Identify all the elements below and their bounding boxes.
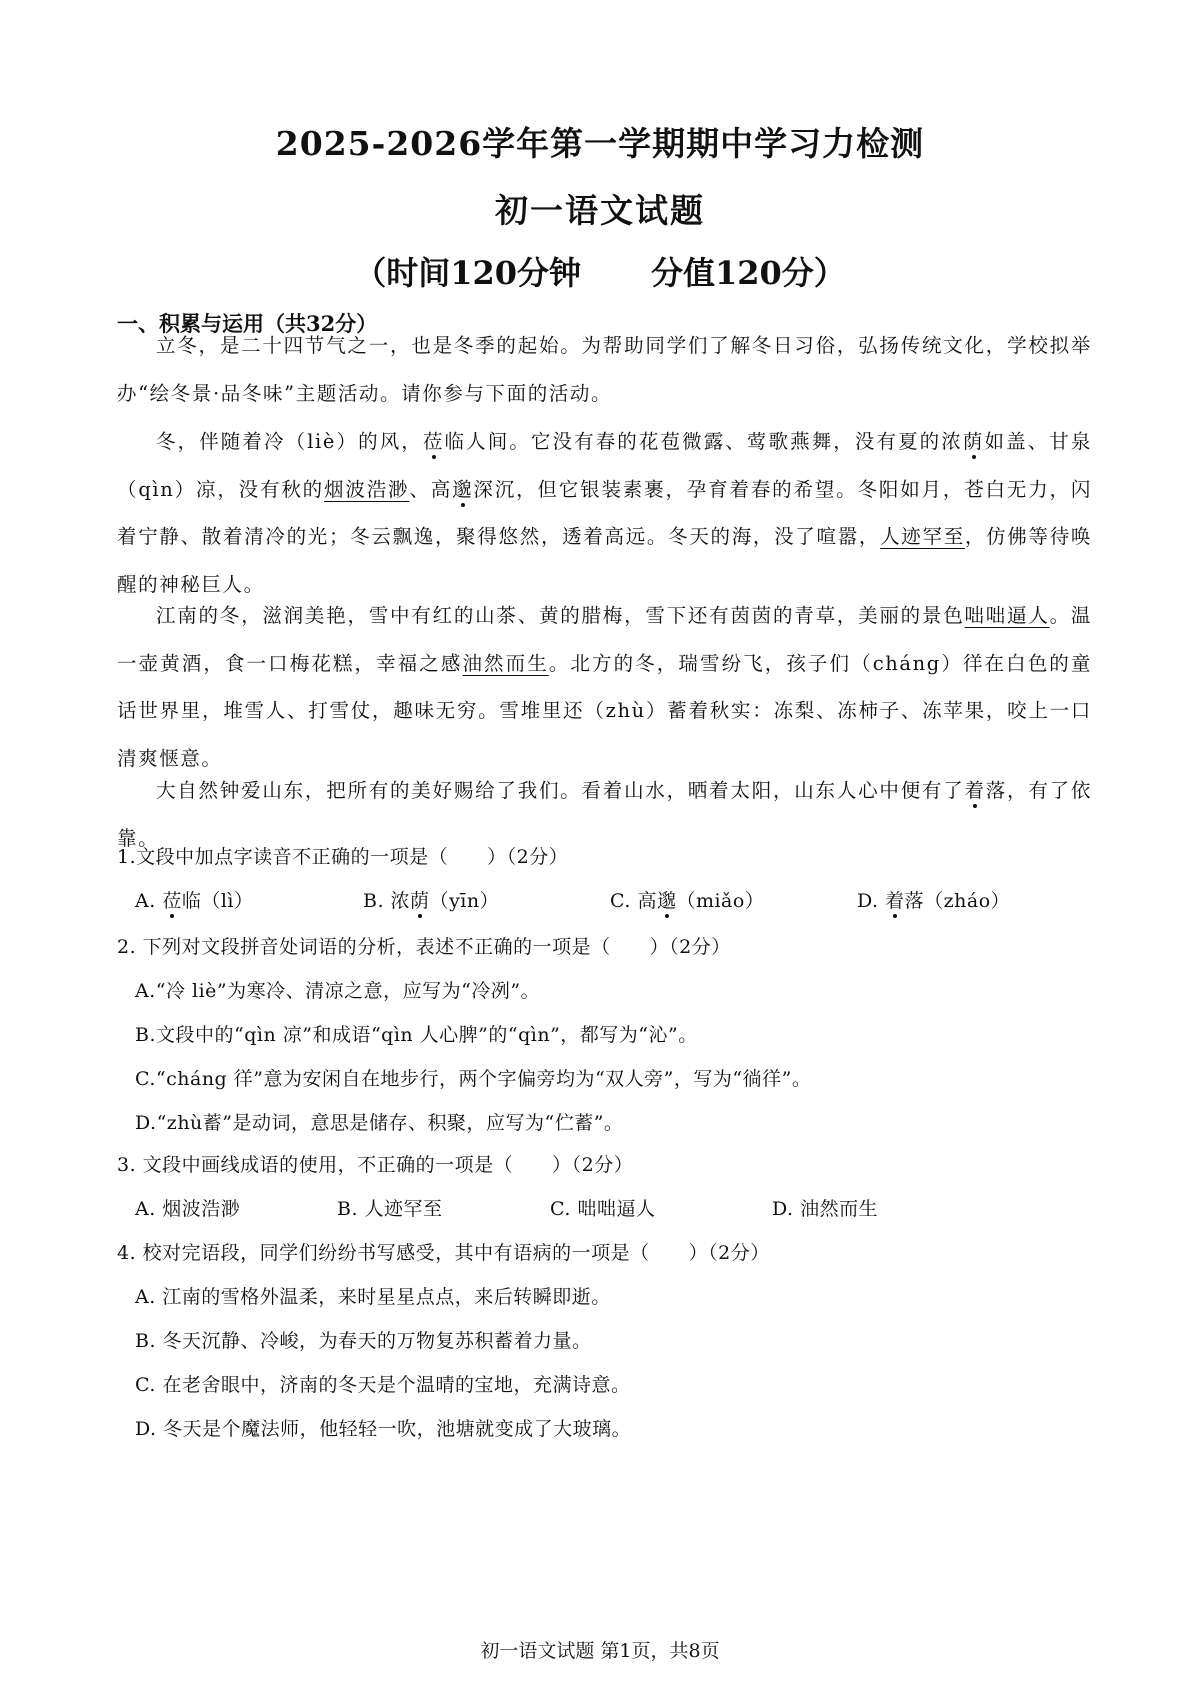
question-1-option-d [857,886,1010,913]
question-2-option-c: C.“cháng 徉”意为安闲自在地步行，两个字偏旁均为“双人旁”，写为“徜徉”。 [135,1068,812,1090]
text-run: 大自然钟爱山东，把所有的美好赐给了我们。看着山水，晒着太阳，山东人心中便有了 [156,779,965,802]
text-run: 临人间。它没有春的花苞微露、莺歌燕舞，没有夏的浓 [444,430,963,453]
text-run: （miǎo） [676,890,765,912]
question-1-stem: 1.文段中加点字读音不正确的一项是（ ）（2分） [117,846,569,868]
text-run: 如盖、甘泉（qìn）凉，没有秋的 [117,430,1092,501]
text-run: 。北方的冬，瑞雪纷飞，孩子们（cháng）徉在白色的童话世界里，堆雪人、打雪仗，趣味无穷。雪堆里还（zhù）蓄着秋实：冻梨、冻柿子、冻苹果，咬上一口清爽惬意。 [117,651,1092,770]
dotted-char: 着 [964,779,986,802]
dotted-char: 荫 [410,890,430,912]
exam-time-score [0,248,1200,294]
question-4-stem: 4. 校对完语段，同学们纷纷书写感受，其中有语病的一项是（ ）（2分） [117,1242,770,1264]
question-3-option-b: B. 人迹罕至 [337,1198,443,1220]
dotted-char: 邈 [452,477,474,501]
exam-title: 2025-2026学年第一学期期中学习力检测 [275,124,925,163]
page-footer: 初一语文试题 第1页，共8页 [480,1640,720,1662]
question-4-option-d: D. 冬天是个魔法师，他轻轻一吹，池塘就变成了大玻璃。 [135,1418,632,1440]
dotted-char: 邈 [656,890,677,912]
underlined-idiom: 烟波浩渺 [324,477,410,501]
passage-paragraph-2 [117,592,1092,782]
text-run: 。温一壶黄酒，食一口梅花糕，幸福之感 [117,604,1092,675]
question-1-option-b [363,886,499,913]
question-4-option-c: C. 在老舍眼中，济南的冬天是个温晴的宝地，充满诗意。 [135,1374,631,1396]
exam-subtitle: 初一语文试题 [495,191,705,230]
question-2-option-a: A.“冷 liè”为寒冷、清凉之意，应写为“冷冽”。 [135,980,541,1002]
dotted-char: 荫 [962,430,985,453]
text-run: 临（lì） [181,890,254,912]
dotted-char: 莅 [162,890,182,912]
question-1-option-a [135,886,253,913]
text-run: 、高 [409,477,453,501]
passage-intro: 立冬，是二十四节气之一，也是冬季的起始。为帮助同学们了解冬日习俗，弘扬传统文化，学校拟举办“绘冬景·品冬味”主题活动。请你参与下面的活动。 [117,334,1092,405]
underlined-idiom: 咄咄逼人 [964,604,1050,627]
question-2-option-d: D.“zhù蓄”是动词，意思是储存、积聚，应写为“伫蓄”。 [135,1112,624,1134]
question-3-option-d: D. 油然而生 [772,1198,879,1220]
text-run: B. 浓 [363,890,411,912]
text-run: A. [135,890,163,912]
question-4-option-a: A. 江南的雪格外温柔，来时星星点点，来后转瞬即逝。 [135,1286,611,1308]
section-heading: 一、积累与运用（共32分） [117,311,378,336]
text-run: 落，有了依靠。 [117,779,1092,850]
text-run: D. [857,890,886,912]
passage-paragraph-1 [117,418,1092,608]
exam-score: 分值120分） [651,254,846,292]
text-run: 深沉，但它银装素裹，孕育着春的希望。冬阳如月，苍白无力，闪着宁静、散着清冷的光；冬云飘逸，聚得悠然，透着高远。冬天的海，没了喧嚣， [117,477,1092,548]
text-run: ，仿佛等待唤醒的神秘巨人。 [117,525,1092,596]
text-run: 冬，伴随着冷（liè）的风， [156,430,423,453]
text-run: （yīn） [429,890,500,912]
question-3-stem: 3. 文段中画线成语的使用，不正确的一项是（ ）（2分） [117,1154,634,1176]
question-1-option-c [610,886,764,913]
text-run: C. 高 [610,890,657,912]
question-2-option-b: B.文段中的“qìn 凉”和成语“qìn 人心脾”的“qìn”，都写为“沁”。 [135,1024,698,1046]
question-4-option-b: B. 冬天沉静、冷峻，为春天的万物复苏积蓄着力量。 [135,1330,592,1352]
exam-time: （时间120分钟 [354,254,581,292]
dotted-char: 莅 [422,430,445,453]
question-3-option-c: C. 咄咄逼人 [550,1198,656,1220]
underlined-idiom: 人迹罕至 [880,525,965,548]
text-run: 落（zháo） [904,890,1011,912]
text-run: 江南的冬，滋润美艳，雪中有红的山茶、黄的腊梅，雪下还有茵茵的青草，美丽的景色 [156,604,965,627]
question-3-option-a: A. 烟波浩渺 [135,1198,241,1220]
dotted-char: 着 [885,890,905,912]
underlined-idiom: 油然而生 [462,651,549,675]
question-2-stem: 2. 下列对文段拼音处词语的分析，表述不正确的一项是（ ）（2分） [117,936,731,958]
